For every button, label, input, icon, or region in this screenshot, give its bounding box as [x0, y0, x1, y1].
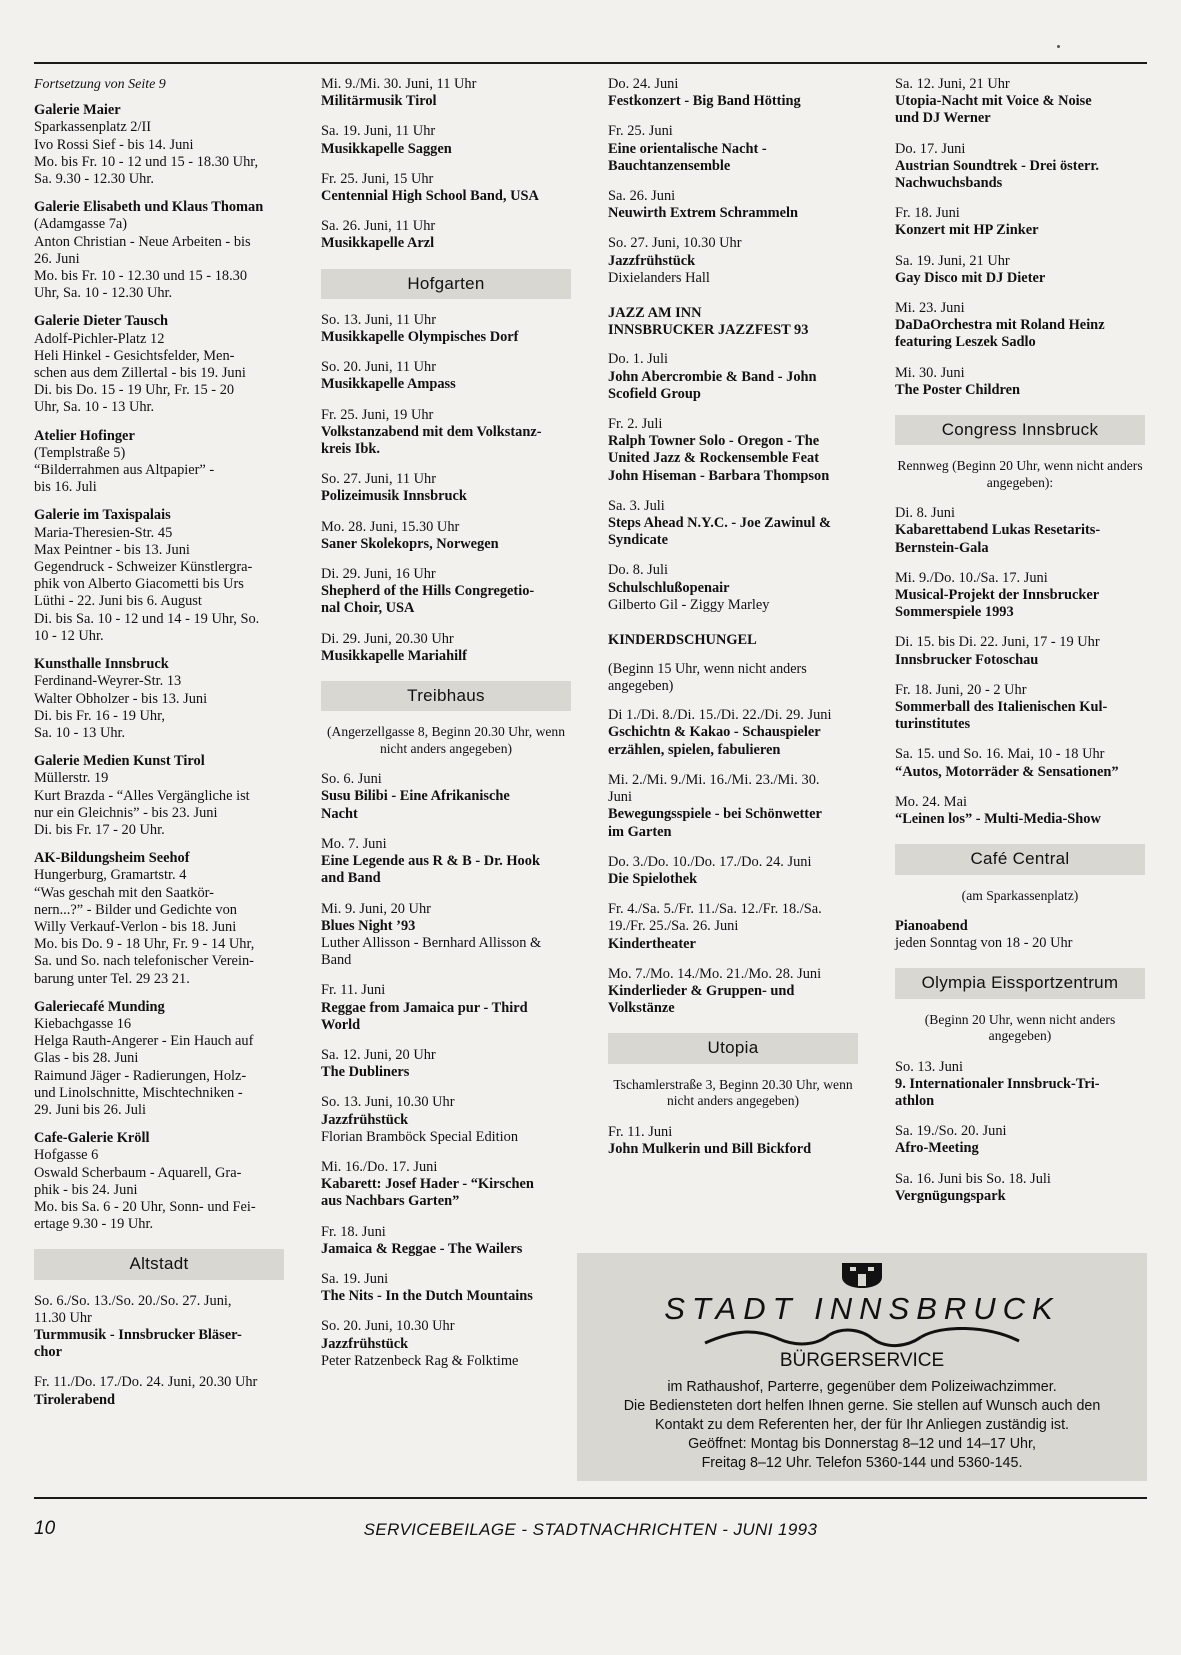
event-date: Di. 8. Juni: [895, 505, 955, 522]
event-entry: [608, 498, 858, 550]
event-entry: [321, 901, 571, 970]
event-title: Pianoabend: [895, 918, 968, 934]
continuation-note: Fortsetzung von Seite 9: [34, 77, 166, 92]
event-title: Vergnügungspark: [895, 1187, 1006, 1204]
venue-heading-olympia: Olympia Eissportzentrum: [895, 968, 1145, 998]
event-title: Gay Disco mit DJ Dieter: [895, 269, 1046, 286]
event-title: Austrian Soundtrek - Drei österr. Nachwuchsbands: [895, 157, 1100, 192]
event-date: Mo. 7./Mo. 14./Mo. 21./Mo. 28. Juni: [608, 965, 822, 982]
event-date: Mo. 7. Juni: [321, 835, 387, 852]
event-title: Neuwirth Extrem Schrammeln: [608, 205, 798, 222]
event-entry: [321, 519, 571, 553]
event-title: Blues Night ’93: [321, 917, 416, 934]
event-title: Saner Skolekoprs, Norwegen: [321, 535, 499, 552]
event-date: Di. 29. Juni, 20.30 Uhr: [321, 630, 454, 647]
event-date: So. 13. Juni, 11 Uhr: [321, 311, 436, 328]
event-title: Gschichtn & Kakao - Schauspieler erzählen, spielen, fabulieren: [608, 724, 821, 758]
event-date: Fr. 11./Do. 17./Do. 24. Juni, 20.30 Uhr: [34, 1374, 258, 1391]
event-date: So. 20. Juni, 11 Uhr: [321, 359, 436, 376]
event-date: Do. 24. Juni: [608, 76, 679, 92]
event-date: Do. 3./Do. 10./Do. 17./Do. 24. Juni: [608, 853, 812, 870]
event-entry: [895, 300, 1145, 352]
event-date: Sa. 19. Juni, 11 Uhr: [321, 123, 436, 140]
utopia-event-list-continued: [895, 76, 1145, 399]
event-entry: [895, 634, 1145, 668]
footer-caption: SERVICEBEILAGE - STADTNACHRICHTEN - JUNI 1993: [363, 1520, 818, 1539]
event-date: Fr. 25. Juni, 19 Uhr: [321, 406, 434, 423]
venue-heading-cafe-central: Café Central: [895, 844, 1145, 874]
event-title: 9. Internationaler Innsbruck-Tri- athlon: [895, 1075, 1100, 1110]
event-entry: [608, 76, 858, 110]
event-title: Jazzfrühstück: [608, 252, 696, 269]
event-title: Die Spielothek: [608, 870, 698, 887]
event-title: Eine orientalische Nacht - Bauchtanzensemble: [608, 140, 767, 174]
event-title: Militärmusik Tirol: [321, 93, 437, 110]
gallery-name: Galerie Medien Kunst Tirol: [34, 753, 205, 770]
event-entry: [608, 1124, 858, 1158]
event-date: Do. 8. Juli: [608, 562, 668, 579]
event-details: Luther Allisson - Bernhard Allisson & Band: [321, 934, 542, 969]
gallery-details: (Templstraße 5) “Bilderrahmen aus Altpapier” - bis 16. Juli: [34, 444, 215, 496]
event-entry: [321, 1047, 571, 1081]
event-date: Sa. 16. Juni bis So. 18. Juli: [895, 1170, 1051, 1187]
olympia-event-list: [895, 1059, 1145, 1205]
gallery-entry: [34, 753, 284, 839]
gallery-name: Galerie im Taxispalais: [34, 507, 171, 524]
gallery-details: Hofgasse 6 Oswald Scherbaum - Aquarell, Gra- phik - bis 24. Juni Mo. bis Sa. 6 - 20 Uhr, Sonn- und Fei- ertage 9.30 - 19 Uhr.: [34, 1147, 256, 1233]
event-date: Sa. 3. Juli: [608, 497, 665, 514]
event-title: “Autos, Motorräder & Sensationen”: [895, 763, 1119, 780]
ad-text-line: Geöffnet: Montag bis Donnerstag 8–12 und 14–17 Uhr,: [688, 1436, 1036, 1452]
venue-heading-altstadt: Altstadt: [34, 1249, 284, 1279]
event-date: Mi. 30. Juni: [895, 364, 965, 381]
event-entry: [321, 1224, 571, 1258]
event-title: John Mulkerin und Bill Bickford: [608, 1140, 812, 1157]
event-title: Musikkapelle Olympisches Dorf: [321, 329, 519, 346]
event-date: Di. 29. Juni, 16 Uhr: [321, 566, 436, 583]
utopia-event-list: [608, 1124, 858, 1158]
event-title: Reggae from Jamaica pur - Third World: [321, 999, 528, 1033]
event-entry: [895, 505, 1145, 557]
event-date: Mi. 2./Mi. 9./Mi. 16./Mi. 23./Mi. 30. Juni: [608, 771, 820, 806]
event-date: Fr. 11. Juni: [608, 1123, 673, 1140]
event-date: So. 6. Juni: [321, 771, 382, 788]
event-title: Musical-Projekt der Innsbrucker Sommerspiele 1993: [895, 587, 1100, 621]
congress-event-list: [895, 505, 1145, 828]
venue-heading-utopia: Utopia: [608, 1033, 858, 1063]
event-entry: [34, 1374, 284, 1408]
event-date: Fr. 25. Juni: [608, 123, 673, 140]
registration-dot-icon: [1057, 45, 1060, 48]
gallery-name: Atelier Hofinger: [34, 427, 135, 444]
event-title: Ralph Towner Solo - Oregon - The United Jazz & Rockensemble Feat John Hiseman - Barbara Thompson: [608, 433, 830, 484]
event-entry: [895, 205, 1145, 239]
event-entry: [895, 1123, 1145, 1157]
event-title: Innsbrucker Fotoschau: [895, 651, 1039, 668]
event-title: The Dubliners: [321, 1064, 410, 1081]
event-entry: [321, 1094, 571, 1146]
event-date: Di 1./Di. 8./Di. 15./Di. 22./Di. 29. Juni: [608, 707, 832, 724]
gallery-details: Maria-Theresien-Str. 45 Max Peintner - bis 13. Juni Gegendruck - Schweizer Künstlergra- phik von Alberto Giacometti bis Urs Lüthi - 22. Juni bis 6. August Di. bis Sa. 10 - 12 und 14 - 19 Uhr, So. 10 - 12 Uhr.: [34, 524, 260, 644]
event-title: “Leinen los” - Multi-Media-Show: [895, 811, 1101, 828]
ad-text-line: Die Bediensteten dort helfen Ihnen gerne. Sie stellen auf Wunsch auch den: [623, 1398, 1101, 1414]
jazz-event-list: [608, 351, 858, 614]
gallery-entry: [34, 428, 284, 497]
advertisement-stadt-innsbruck: [577, 1253, 1147, 1481]
gallery-list: [34, 102, 284, 1233]
event-title: Festkonzert - Big Band Hötting: [608, 93, 801, 110]
jazz-title-line1: JAZZ AM INN: [608, 305, 702, 322]
event-date: So. 27. Juni, 10.30 Uhr: [608, 235, 742, 252]
event-entry: [895, 76, 1145, 128]
gallery-entry: [34, 850, 284, 988]
gallery-details: Kiebachgasse 16 Helga Rauth-Angerer - Ein Hauch auf Glas - bis 28. Juni Raimund Jäger - Radierungen, Holz- und Linolschnitte, Mischtechniken - 29. Juni bis 26. Juli: [34, 1015, 254, 1118]
event-title: Shepherd of the Hills Congregetio- nal Choir, USA: [321, 583, 535, 617]
event-date: Sa. 19./So. 20. Juni: [895, 1123, 1007, 1140]
gallery-details: Müllerstr. 19 Kurt Brazda - “Alles Vergängliche ist nur ein Gleichnis” - bis 23. Juni Di. bis Fr. 17 - 20 Uhr.: [34, 770, 250, 838]
event-title: Kabarettabend Lukas Resetarits- Bernstein-Gala: [895, 522, 1101, 556]
event-details: Florian Bramböck Special Edition: [321, 1128, 519, 1145]
column-1: [34, 76, 284, 1481]
event-entry: [895, 365, 1145, 399]
utopia-note: Tschamlerstraße 3, Beginn 20.30 Uhr, wenn nicht anders angegeben): [613, 1076, 853, 1109]
event-date: So. 27. Juni, 11 Uhr: [321, 471, 436, 488]
event-entry: [895, 141, 1145, 193]
top-rule: [34, 62, 1147, 64]
hofgarten-event-list: [321, 312, 571, 665]
event-date: Mi. 16./Do. 17. Juni: [321, 1158, 438, 1175]
event-date: Fr. 4./Sa. 5./Fr. 11./Sa. 12./Fr. 18./Sa. 19./Fr. 25./Sa. 26. Juni: [608, 901, 822, 935]
event-date: Mi. 9./Do. 10./Sa. 17. Juni: [895, 569, 1048, 586]
event-entry: [608, 123, 858, 175]
event-entry: [608, 235, 858, 287]
event-date: Mi. 23. Juni: [895, 300, 965, 317]
event-title: Jazzfrühstück: [321, 1111, 409, 1128]
event-date: Sa. 26. Juni, 11 Uhr: [321, 218, 436, 235]
congress-note: Rennweg (Beginn 20 Uhr, wenn nicht anders angegeben):: [897, 458, 1143, 490]
event-entry: [608, 188, 858, 222]
column-2: [321, 76, 571, 1481]
event-entry: [895, 746, 1145, 780]
event-title: Eine Legende aus R & B - Dr. Hook and Band: [321, 853, 540, 887]
event-title: Musikkapelle Mariahilf: [321, 647, 467, 664]
gallery-name: Galerie Dieter Tausch: [34, 313, 169, 330]
event-title: Volkstanzabend mit dem Volkstanz- kreis Ibk.: [321, 423, 542, 458]
event-entry: [608, 562, 858, 614]
event-title: Kindertheater: [608, 935, 696, 952]
event-title: DaDaOrchestra mit Roland Heinz featuring Leszek Sadlo: [895, 317, 1105, 351]
venue-heading-hofgarten: Hofgarten: [321, 269, 571, 299]
event-title: Konzert mit HP Zinker: [895, 222, 1039, 239]
event-title: Kinderlieder & Gruppen- und Volkstänze: [608, 982, 795, 1017]
event-entry: [895, 682, 1145, 734]
event-title: Turmmusik - Innsbrucker Bläser- chor: [34, 1327, 242, 1361]
event-date: Mo. 24. Mai: [895, 793, 967, 810]
event-entry: [321, 218, 571, 252]
gallery-entry: [34, 999, 284, 1119]
event-details: Peter Ratzenbeck Rag & Folktime: [321, 1352, 519, 1369]
altstadt-event-list: [34, 1293, 284, 1409]
event-date: Mo. 28. Juni, 15.30 Uhr: [321, 518, 460, 535]
ad-text-line: Kontakt zu dem Referenten her, der für Ihr Anliegen zuständig ist.: [654, 1417, 1070, 1433]
gallery-entry: [34, 656, 284, 742]
event-date: Mi. 9./Mi. 30. Juni, 11 Uhr: [321, 76, 477, 92]
event-title: Sommerball des Italienischen Kul- turinstitutes: [895, 699, 1108, 733]
gallery-entry: [34, 313, 284, 416]
event-entry: [321, 631, 571, 665]
treibhaus-note: (Angerzellgasse 8, Beginn 20.30 Uhr, wenn nicht anders angegeben): [326, 724, 566, 756]
event-entry: [608, 416, 858, 485]
gallery-details: (Adamgasse 7a) Anton Christian - Neue Arbeiten - bis 26. Juni Mo. bis Fr. 10 - 12.30 und 15 - 18.30 Uhr, Sa. 10 - 12.30 Uhr.: [34, 216, 251, 302]
innsbruck-coat-of-arms-icon: [577, 1261, 1147, 1289]
event-title: John Abercrombie & Band - John Scofield Group: [608, 368, 817, 402]
event-date: Sa. 19. Juni, 21 Uhr: [895, 252, 1010, 269]
event-title: Steps Ahead N.Y.C. - Joe Zawinul & Syndicate: [608, 515, 831, 549]
gallery-entry: [34, 507, 284, 645]
event-title: Jamaica & Reggae - The Wailers: [321, 1240, 523, 1257]
event-entry: [895, 1171, 1145, 1205]
event-details: Dixielanders Hall: [608, 269, 710, 286]
event-title: Susu Bilibi - Eine Afrikanische Nacht: [321, 788, 510, 822]
event-entry: [321, 312, 571, 346]
event-entry: [895, 570, 1145, 622]
event-entry: [608, 966, 858, 1018]
jazz-am-inn-heading: [608, 305, 858, 339]
event-title: Tirolerabend: [34, 1391, 116, 1408]
treibhaus-event-list-continued: [608, 76, 858, 287]
event-entry: [321, 1271, 571, 1305]
event-entry: [608, 772, 858, 841]
event-entry: [34, 1293, 284, 1362]
ad-text-line: im Rathaushof, Parterre, gegenüber dem Polizeiwachzimmer.: [667, 1379, 1057, 1395]
event-date: So. 13. Juni, 10.30 Uhr: [321, 1094, 455, 1111]
event-entry: [321, 171, 571, 205]
ad-text-line: Freitag 8–12 Uhr. Telefon 5360-144 und 5360-145.: [701, 1455, 1023, 1471]
event-entry: [321, 407, 571, 459]
event-date: Di. 15. bis Di. 22. Juni, 17 - 19 Uhr: [895, 634, 1100, 651]
venue-heading-congress: Congress Innsbruck: [895, 415, 1145, 445]
event-date: Sa. 15. und So. 16. Mai, 10 - 18 Uhr: [895, 746, 1105, 763]
swoosh-icon: [577, 1327, 1147, 1349]
event-date: Fr. 11. Juni: [321, 982, 386, 999]
event-date: Sa. 19. Juni: [321, 1270, 389, 1287]
gallery-details: Ferdinand-Weyrer-Str. 13 Walter Obholzer - bis 13. Juni Di. bis Fr. 16 - 19 Uhr, Sa. 10 - 13 Uhr.: [34, 673, 208, 741]
event-entry: [321, 471, 571, 505]
event-title: Jazzfrühstück: [321, 1335, 409, 1352]
gallery-details: Hungerburg, Gramartstr. 4 “Was geschah mit den Saatkör- nern...?” - Bilder und Gedichte von Willy Verkauf-Verlon - bis 18. Juni Mo. bis Do. 9 - 18 Uhr, Fr. 9 - 14 Uhr, Sa. und So. nach telefonischer Verein- barung unter Tel. 29 23 21.: [34, 867, 255, 987]
event-title: Afro-Meeting: [895, 1140, 979, 1157]
event-entry: [321, 1159, 571, 1211]
event-title: Musikkapelle Arzl: [321, 235, 435, 252]
event-date: So. 13. Juni: [895, 1058, 963, 1075]
event-entry: [608, 901, 858, 953]
event-entry: [321, 123, 571, 157]
event-date: Fr. 18. Juni, 20 - 2 Uhr: [895, 681, 1027, 698]
gallery-name: Galerie Elisabeth und Klaus Thoman: [34, 199, 264, 216]
event-title: Utopia-Nacht mit Voice & Noise und DJ Werner: [895, 93, 1092, 127]
event-date: So. 20. Juni, 10.30 Uhr: [321, 1318, 455, 1335]
event-title: The Poster Children: [895, 381, 1020, 398]
gallery-name: AK-Bildungsheim Seehof: [34, 850, 190, 867]
event-date: Fr. 18. Juni: [895, 205, 960, 222]
event-entry: [321, 566, 571, 618]
gallery-details: Sparkassenplatz 2/II Ivo Rossi Sief - bis 14. Juni Mo. bis Fr. 10 - 12 und 15 - 18.30 Uhr, Sa. 9.30 - 12.30 Uhr.: [34, 119, 259, 188]
event-details: jeden Sonntag von 18 - 20 Uhr: [895, 935, 1073, 952]
gallery-details: Adolf-Pichler-Platz 12 Heli Hinkel - Gesichtsfelder, Men- schen aus dem Zillertal - bis 19. Juni Di. bis Do. 15 - 19 Uhr, Fr. 15 - 20 Uhr, Sa. 10 - 13 Uhr.: [34, 330, 246, 416]
olympia-note: (Beginn 20 Uhr, wenn nicht anders angegeben): [924, 1011, 1116, 1044]
page-number: 10: [34, 1518, 56, 1539]
venue-heading-treibhaus: Treibhaus: [321, 681, 571, 711]
event-title: Musikkapelle Saggen: [321, 140, 452, 157]
event-entry: [895, 918, 1145, 952]
event-title: Schulschlußopenair: [608, 579, 730, 596]
event-entry: [321, 359, 571, 393]
event-entry: [895, 253, 1145, 287]
bottom-rule: [34, 1497, 1147, 1499]
event-date: Sa. 12. Juni, 21 Uhr: [895, 76, 1010, 92]
event-entry: [321, 982, 571, 1034]
event-entry: [321, 1318, 571, 1370]
gallery-entry: [34, 102, 284, 188]
cafe-central-event-list: [895, 918, 1145, 952]
event-date: Do. 1. Juli: [608, 351, 668, 368]
gallery-name: Kunsthalle Innsbruck: [34, 656, 169, 673]
event-date: Sa. 12. Juni, 20 Uhr: [321, 1046, 436, 1063]
page-footer: [34, 1512, 1147, 1552]
event-date: So. 6./So. 13./So. 20./So. 27. Juni, 11.30 Uhr: [34, 1292, 232, 1326]
ad-title: STADT INNSBRUCK: [664, 1291, 1060, 1326]
kinderdschungel-note: (Beginn 15 Uhr, wenn nicht anders angegeben): [608, 661, 807, 695]
event-entry: [321, 836, 571, 888]
gallery-name: Cafe-Galerie Kröll: [34, 1130, 150, 1147]
ad-subtitle: BÜRGERSERVICE: [779, 1350, 945, 1371]
event-entry: [608, 351, 858, 403]
marktplatz-event-list: [321, 76, 571, 253]
event-date: Sa. 26. Juni: [608, 188, 676, 205]
event-entry: [608, 854, 858, 888]
event-date: Fr. 2. Juli: [608, 416, 663, 433]
event-title: The Nits - In the Dutch Mountains: [321, 1288, 533, 1305]
jazz-title-line2: INNSBRUCKER JAZZFEST 93: [608, 322, 809, 339]
kinderdschungel-heading: KINDERDSCHUNGEL: [608, 632, 757, 649]
event-entry: [608, 707, 858, 759]
event-date: Fr. 25. Juni, 15 Uhr: [321, 170, 434, 187]
ad-body-text: [577, 1378, 1147, 1473]
event-entry: [321, 771, 571, 823]
cafe-central-note: (am Sparkassenplatz): [961, 887, 1079, 903]
event-title: Bewegungsspiele - bei Schönwetter im Garten: [608, 806, 822, 840]
gallery-name: Galeriecafé Munding: [34, 998, 165, 1015]
kinderdschungel-event-list: [608, 707, 858, 1017]
event-title: Musikkapelle Ampass: [321, 376, 456, 393]
gallery-entry: [34, 199, 284, 302]
event-entry: [895, 1059, 1145, 1111]
event-details: Gilberto Gil - Ziggy Marley: [608, 596, 770, 613]
gallery-entry: [34, 1130, 284, 1233]
event-entry: [895, 794, 1145, 828]
event-entry: [321, 76, 571, 110]
event-date: Fr. 18. Juni: [321, 1223, 386, 1240]
event-date: Mi. 9. Juni, 20 Uhr: [321, 900, 431, 917]
treibhaus-event-list: [321, 771, 571, 1370]
event-title: Kabarett: Josef Hader - “Kirschen aus Nachbars Garten”: [321, 1176, 534, 1210]
event-title: Centennial High School Band, USA: [321, 188, 539, 205]
event-date: Do. 17. Juni: [895, 140, 966, 157]
event-title: Polizeimusik Innsbruck: [321, 488, 467, 505]
gallery-name: Galerie Maier: [34, 102, 121, 119]
